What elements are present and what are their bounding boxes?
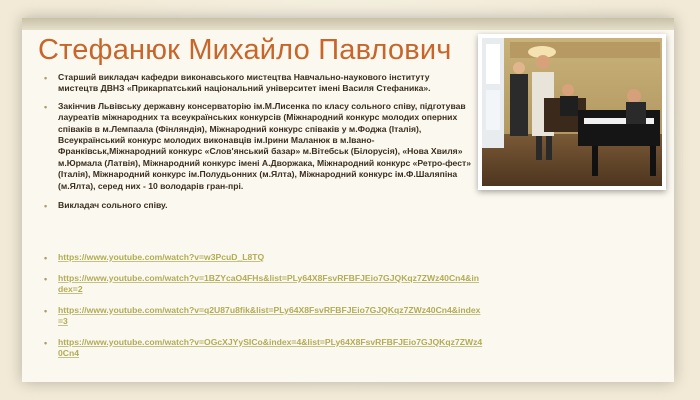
bullet-icon: • [44,73,48,83]
video-link-text[interactable]: https://www.youtube.com/watch?v=1BZYcaO4FHs&list=PLy64X8FsvRFBFJEio7GJQKqz7ZWz40Cn4&index=2 [58,272,480,294]
bullet-icon: • [44,273,48,284]
slide-top-bar [22,18,674,30]
bio-paragraph [44,200,472,211]
video-links-list [44,252,484,360]
slide-body [44,72,472,211]
bio-paragraph [44,72,472,95]
teacher-photo [478,34,666,190]
video-link-text[interactable]: https://www.youtube.com/watch?v=q2U87u8fik&list=PLy64X8FsvRFBFJEio7GJQKqz7ZWz40Cn4&index=3 [58,304,481,326]
video-link[interactable] [44,273,484,296]
video-link-text[interactable]: https://www.youtube.com/watch?v=OGcXJYySICo&index=4&list=PLy64X8FsvRFBFJEio7GJQKqz7ZWz40Cn4 [58,336,483,358]
bullet-icon: • [44,201,48,212]
slide-title: Стефанюк Михайло Павлович [38,34,452,66]
rehearsal-photo-illustration [482,38,662,186]
video-link-text[interactable]: https://www.youtube.com/watch?v=w3PcuD_L8TQ [58,252,265,262]
bio-text-achievements: Закінчив Львівську державну консерваторію ім.М.Лисенка по класу сольного співу, підготував лауреатів міжнародних та всеукраїнських конкурсів (Міжнародний конкурс молодих оперних співаків в м.Лемпаала (Фінляндія), Міжнародний конкурс співаків у м.Фоджа (Італія), Всеукраїнський конкурс молодих виконавців ім.Ірини Маланюк в м.Івано-Франківськ,Міжнародний конкурс «Слов'янський базар» м.Вітебськ (Білорусія), «Нова Хвиля» м.Юрмала (Латвія), Міжнародний конкурс імені А.Дворжака, Міжнародний конкурс «Ретро-фест» (Італія), Міжнародний конкурс ім.Полудьонних (м.Ялта), Міжнародний конкурс ім.Ф.Шаляпіна (м.Ялта), серед них - 10 володарів гран-прі. [58,100,471,191]
video-link[interactable] [44,305,484,328]
video-link[interactable] [44,337,484,360]
bullet-icon: • [44,253,48,263]
bullet-icon: • [44,337,48,348]
video-link[interactable] [44,252,484,264]
bullet-icon: • [44,101,48,112]
bio-text-position: Старший викладач кафедри виконавського мистецтва Навчально-наукового інституту мистецтв ДВНЗ «Прикарпатський національний університет імені Василя Стефаника». [58,72,431,94]
bio-text-role: Викладач сольного співу. [58,200,168,211]
bullet-icon: • [44,305,48,316]
bio-paragraph [44,101,472,192]
